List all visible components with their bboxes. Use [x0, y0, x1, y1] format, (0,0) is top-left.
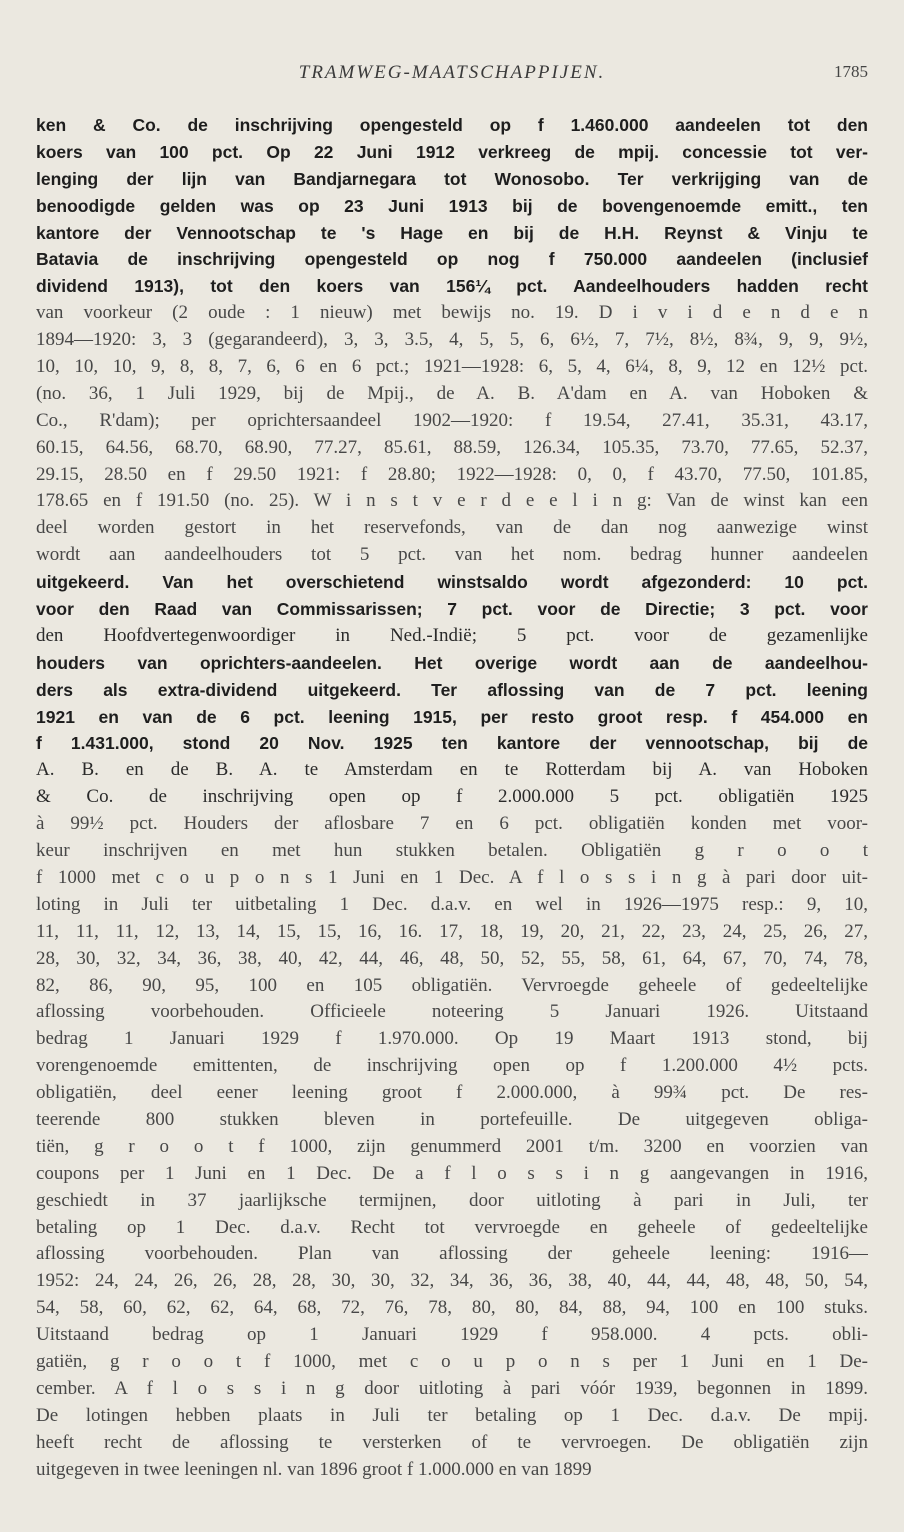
text-line: 28, 30, 32, 34, 36, 38, 40, 42, 44, 46, 48, 50, 52, 55, 58, 61, 64, 67, 70, 74, 78, [36, 947, 868, 969]
text-line: (no. 36, 1 Juli 1929, bij de Mpij., de A. B. A'dam en A. van Hoboken & [36, 382, 868, 404]
text-line: 54, 58, 60, 62, 62, 64, 68, 72, 76, 78, 80, 80, 84, 88, 94, 100 en 100 stuks. [36, 1297, 868, 1319]
text-line: uitgegeven in twee leeningen nl. van 1896 groot f 1.000.000 en van 1899 [36, 1458, 592, 1480]
page-header [36, 62, 868, 86]
text-line: den Hoofdvertegenwoordiger in Ned.-Indië; 5 pct. voor de gezamenlijke [36, 624, 868, 646]
text-line: 178.65 en f 191.50 (no. 25). W i n s t v e r d e e l i n g: Van de winst kan een [36, 490, 868, 512]
page-number: 1785 [834, 62, 868, 81]
text-line: loting in Juli ter uitbetaling 1 Dec. d.a.v. en wel in 1926—1975 resp.: 9, 10, [36, 893, 868, 915]
text-line: 11, 11, 11, 12, 13, 14, 15, 15, 16, 16. 17, 18, 19, 20, 21, 22, 23, 24, 25, 26, 27, [36, 920, 868, 942]
text-line: keur inschrijven en met hun stukken betalen. Obligatiën g r o o t [36, 840, 868, 862]
text-line: Batavia de inschrijving opengesteld op nog f 750.000 aandeelen (inclusief [36, 249, 868, 270]
text-line: obligatiën, deel eener leening groot f 2.000.000, à 99¾ pct. De res- [36, 1082, 868, 1104]
text-line: teerende 800 stukken bleven in portefeuille. De uitgegeven obliga- [36, 1108, 868, 1130]
text-line: 60.15, 64.56, 68.70, 68.90, 77.27, 85.61, 88.59, 126.34, 105.35, 73.70, 77.65, 52.37, [36, 436, 868, 458]
text-line: gatiën, g r o o t f 1000, met c o u p o n s per 1 Juni en 1 De- [36, 1350, 868, 1372]
text-line: kantore der Vennootschap te 's Hage en bij de H.H. Reynst & Vinju te [36, 222, 868, 243]
text-line: bedrag 1 Januari 1929 f 1.970.000. Op 19 Maart 1913 stond, bij [36, 1028, 868, 1050]
text-line: heeft recht de aflossing te versterken of te vervroegen. De obligatiën zijn [36, 1431, 868, 1453]
text-line: houders van oprichters-aandeelen. Het overige wordt aan de aandeelhou- [36, 652, 868, 673]
running-title: TRAMWEG-MAATSCHAPPIJEN. [298, 62, 606, 83]
text-line: cember. A f l o s s i n g door uitloting à pari vóór 1939, begonnen in 1899. [36, 1377, 868, 1399]
text-line: tiën, g r o o t f 1000, zijn genummerd 2001 t/m. 3200 en voorzien van [36, 1135, 868, 1157]
text-line: 82, 86, 90, 95, 100 en 105 obligatiën. Vervroegde geheele of gedeeltelijke [36, 974, 868, 996]
text-line: van voorkeur (2 oude : 1 nieuw) met bewijs no. 19. D i v i d e n d e n [36, 302, 868, 324]
text-line: f 1.431.000, stond 20 Nov. 1925 ten kantore der vennootschap, bij de [36, 733, 868, 754]
text-line: Uitstaand bedrag op 1 Januari 1929 f 958.000. 4 pcts. obli- [36, 1324, 868, 1346]
text-line: 1921 en van de 6 pct. leening 1915, per resto groot resp. f 454.000 en [36, 706, 868, 727]
text-line: 10, 10, 10, 9, 8, 8, 7, 6, 6 en 6 pct.; 1921—1928: 6, 5, 4, 6¼, 8, 9, 12 en 12½ pct. [36, 356, 868, 378]
text-line: betaling op 1 Dec. d.a.v. Recht tot vervroegde en geheele of gedeeltelijke [36, 1216, 868, 1238]
text-line: ders als extra-dividend uitgekeerd. Ter aflossing van de 7 pct. leening [36, 679, 868, 700]
text-line: wordt aan aandeelhouders tot 5 pct. van het nom. bedrag hunner aandeelen [36, 544, 868, 566]
text-line: f 1000 met c o u p o n s 1 Juni en 1 Dec. A f l o s s i n g à pari door uit- [36, 866, 868, 888]
text-line: De lotingen hebben plaats in Juli ter betaling op 1 Dec. d.a.v. De mpij. [36, 1404, 868, 1426]
text-line: dividend 1913), tot den koers van 156¼ pct. Aandeelhouders hadden recht [36, 276, 868, 297]
text-line: A. B. en de B. A. te Amsterdam en te Rotterdam bij A. van Hoboken [36, 759, 868, 781]
text-line: ken & Co. de inschrijving opengesteld op f 1.460.000 aandeelen tot den [36, 115, 868, 135]
text-line: 1952: 24, 24, 26, 26, 28, 28, 30, 30, 32, 34, 36, 36, 38, 40, 44, 44, 48, 48, 50, 54, [36, 1270, 868, 1292]
text-line: geschiedt in 37 jaarlijksche termijnen, door uitloting à pari in Juli, ter [36, 1189, 868, 1211]
text-line: coupons per 1 Juni en 1 Dec. De a f l o s s i n g aangevangen in 1916, [36, 1162, 868, 1184]
text-line: 29.15, 28.50 en f 29.50 1921: f 28.80; 1922—1928: 0, 0, f 43.70, 77.50, 101.85, [36, 463, 868, 485]
text-line: vorengenoemde emittenten, de inschrijving open op f 1.200.000 4½ pcts. [36, 1055, 868, 1077]
text-line: & Co. de inschrijving open op f 2.000.000 5 pct. obligatiën 1925 [36, 786, 868, 808]
text-line: lenging der lijn van Bandjarnegara tot Wonosobo. Ter verkrijging van de [36, 168, 868, 189]
text-line: aflossing voorbehouden. Officieele noteering 5 Januari 1926. Uitstaand [36, 1001, 868, 1023]
text-line: deel worden gestort in het reservefonds, van de dan nog aanwezige winst [36, 517, 868, 539]
text-line: à 99½ pct. Houders der aflosbare 7 en 6 pct. obligatiën konden met voor- [36, 813, 868, 835]
text-line: aflossing voorbehouden. Plan van aflossing der geheele leening: 1916— [36, 1243, 868, 1265]
text-line: benoodigde gelden was op 23 Juni 1913 bij de bovengenoemde emitt., ten [36, 195, 868, 216]
text-line: uitgekeerd. Van het overschietend winstsaldo wordt afgezonderd: 10 pct. [36, 572, 868, 593]
text-line: 1894—1920: 3, 3 (gegarandeerd), 3, 3, 3.5, 4, 5, 5, 6, 6½, 7, 7½, 8½, 8¾, 9, 9, 9½, [36, 329, 868, 351]
body-text [36, 112, 868, 1483]
text-line: voor den Raad van Commissarissen; 7 pct. voor de Directie; 3 pct. voor [36, 599, 868, 620]
text-line: Co., R'dam); per oprichtersaandeel 1902—1920: f 19.54, 27.41, 35.31, 43.17, [36, 409, 868, 431]
text-line: koers van 100 pct. Op 22 Juni 1912 verkreeg de mpij. concessie tot ver- [36, 141, 868, 162]
